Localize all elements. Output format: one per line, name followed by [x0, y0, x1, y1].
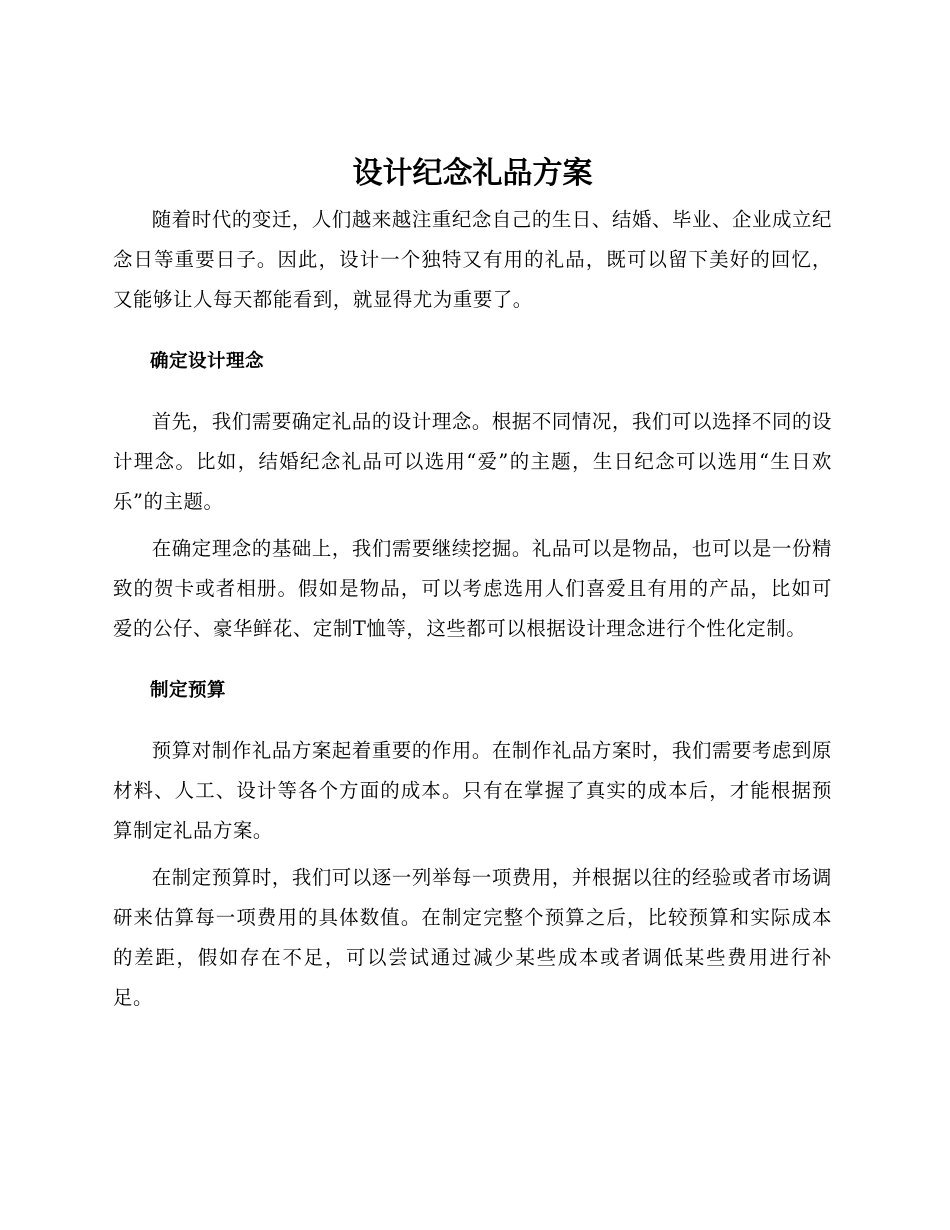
- document-body: [113, 150, 832, 1018]
- section-paragraph: 在确定理念的基础上，我们需要继续挖掘。礼品可以是物品，也可以是一份精致的贺卡或者相册。假如是物品，可以考虑选用人们喜爱且有用的产品，比如可爱的公仔、豪华鲜花、定制T恤等，这些都可以根据设计理念进行个性化定制。: [113, 537, 832, 640]
- section-paragraph: 预算对制作礼品方案起着重要的作用。在制作礼品方案时，我们需要考虑到原材料、人工、设计等各个方面的成本。只有在掌握了真实的成本后，才能根据预算制定礼品方案。: [113, 739, 832, 842]
- section-paragraph: 在制定预算时，我们可以逐一列举每一项费用，并根据以往的经验或者市场调研来估算每一项费用的具体数值。在制定完整个预算之后，比较预算和实际成本的差距，假如存在不足，可以尝试通过减少某些成本或者调低某些费用进行补足。: [113, 866, 832, 1009]
- document-title: 设计纪念礼品方案: [352, 156, 593, 191]
- section-heading-design-concept: 确定设计理念: [150, 351, 265, 372]
- section-paragraph: 首先，我们需要确定礼品的设计理念。根据不同情况，我们可以选择不同的设计理念。比如，结婚纪念礼品可以选用“爱”的主题，生日纪念可以选用“生日欢乐”的主题。: [113, 410, 832, 513]
- section-heading-budget: 制定预算: [150, 680, 227, 701]
- intro-paragraph: 随着时代的变迁，人们越来越注重纪念自己的生日、结婚、毕业、企业成立纪念日等重要日子。因此，设计一个独特又有用的礼品，既可以留下美好的回忆，又能够让人每天都能看到，就显得尤为重要了。: [113, 208, 832, 311]
